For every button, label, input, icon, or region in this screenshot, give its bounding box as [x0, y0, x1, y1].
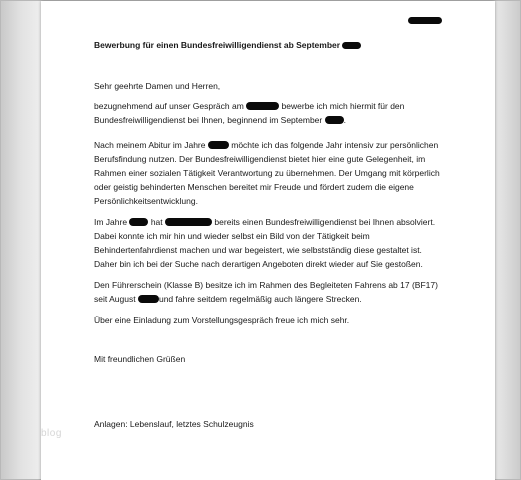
- p4-text-b: und fahre seitdem regelmäßig auch längere Strecken.: [158, 294, 362, 304]
- redacted-year: [342, 42, 361, 49]
- p1-line-1: [94, 99, 404, 113]
- p3-line-1: [94, 215, 435, 229]
- redacted-abitur-year: [208, 141, 229, 149]
- p3-text-a: Im Jahre: [94, 217, 128, 227]
- redacted-meeting-date: [246, 102, 279, 110]
- p3-line-2: Dabei konnte ich mir hin und wieder selbst ein Bild von der Tätigkeit beim: [94, 231, 370, 241]
- p1-text-b: bewerbe ich mich hiermit für den: [281, 101, 405, 111]
- letter-subject: [94, 38, 361, 52]
- p2-line-1: [94, 138, 438, 152]
- p1-text-c: Bundesfreiwilligendienst bei Ihnen, beginnend im September: [94, 115, 323, 125]
- p2-line-5: Persönlichkeitsentwicklung.: [94, 196, 198, 206]
- p1-line-2: [94, 113, 346, 127]
- attachments: Anlagen: Lebenslauf, letztes Schulzeugnis: [94, 419, 254, 429]
- p4-text-a: seit August: [94, 294, 136, 304]
- letter-page: [41, 1, 495, 480]
- p2-line-4: oder geistig behinderten Menschen bereitet mir Freude und fördert zudem die eigene: [94, 182, 414, 192]
- p5-line: Über eine Einladung zum Vorstellungsgespräch freue ich mich sehr.: [94, 315, 350, 325]
- p1-text-a: bezugnehmend auf unser Gespräch am: [94, 101, 244, 111]
- p4-line-2: [94, 292, 362, 306]
- p3-text-c: bereits einen Bundesfreiwilligendienst bei Ihnen absolviert.: [214, 217, 436, 227]
- redacted-start-year: [325, 116, 344, 124]
- p2-text-b: möchte ich das folgende Jahr intensiv zur persönlichen: [231, 140, 439, 150]
- p1-text-d: .: [343, 115, 346, 125]
- p2-line-3: Rahmen einer sozialen Tätigkeit Verantwortung zu übernehmen. Der Umgang mit körperlich: [94, 168, 440, 178]
- p2-text-a: Nach meinem Abitur im Jahre: [94, 140, 206, 150]
- p3-text-b: hat: [150, 217, 163, 227]
- salutation: Sehr geehrte Damen und Herren,: [94, 81, 221, 91]
- p3-line-4: Daher bin ich bei der Suche nach derartigen Angeboten direkt wieder auf Sie gestoßen.: [94, 259, 423, 269]
- redacted-license-year: [138, 295, 159, 303]
- redacted-sibling-year: [129, 218, 148, 226]
- redacted-sibling-name: [165, 218, 212, 226]
- p3-line-3: Behindertenfahrdienst machen und war begeistert, wie selbstständig diese gestaltet ist.: [94, 245, 422, 255]
- p4-line-1: Den Führerschein (Klasse B) besitze ich im Rahmen des Begleiteten Fahrens ab 17 (BF17): [94, 280, 438, 290]
- redacted-date: [408, 17, 442, 24]
- closing: Mit freundlichen Grüßen: [94, 354, 186, 364]
- watermark: blog: [41, 428, 62, 439]
- subject-text: Bewerbung für einen Bundesfreiwilligendienst ab September: [94, 40, 341, 50]
- p2-line-2: Berufsfindung nutzen. Der Bundesfreiwilligendienst bietet hier eine gute Gelegenheit, im: [94, 154, 426, 164]
